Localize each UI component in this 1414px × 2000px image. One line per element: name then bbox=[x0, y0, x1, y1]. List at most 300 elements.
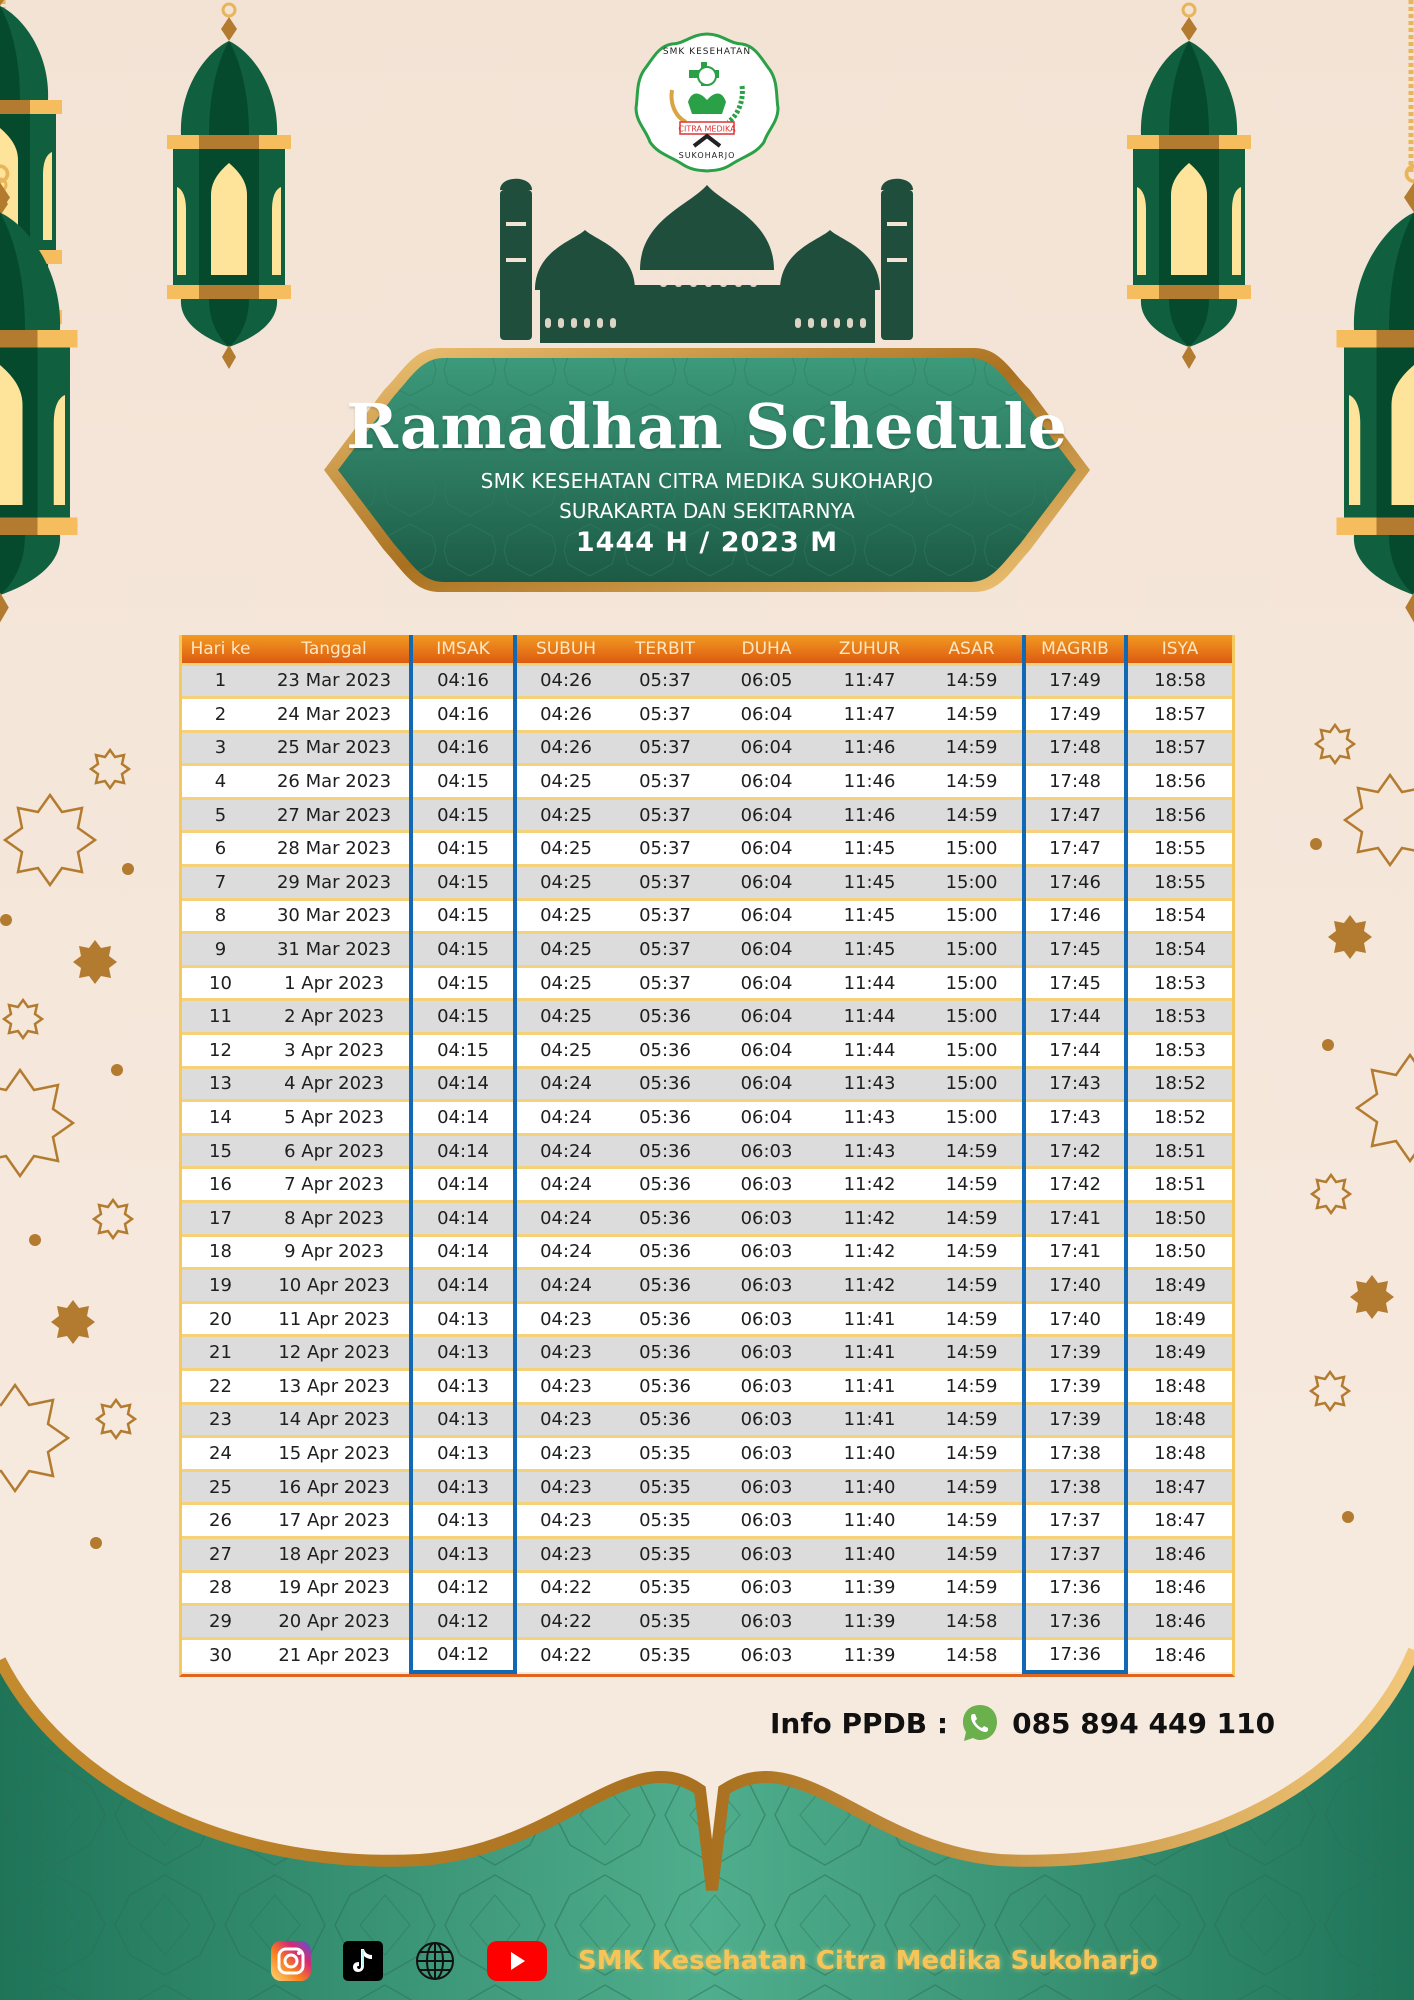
cell-zuhur: 11:42 bbox=[818, 1168, 921, 1202]
cell-asar: 14:59 bbox=[921, 1235, 1024, 1269]
cell-imsak: 04:14 bbox=[411, 1067, 515, 1101]
table-header-row bbox=[182, 635, 1232, 664]
cell-isya: 18:54 bbox=[1126, 899, 1232, 933]
cell-day: 12 bbox=[182, 1034, 259, 1068]
cell-zuhur: 11:41 bbox=[818, 1369, 921, 1403]
cell-terbit: 05:37 bbox=[615, 966, 715, 1000]
cell-zuhur: 11:45 bbox=[818, 899, 921, 933]
cell-date: 16 Apr 2023 bbox=[259, 1470, 411, 1504]
cell-isya: 18:56 bbox=[1126, 798, 1232, 832]
cell-terbit: 05:37 bbox=[615, 899, 715, 933]
col-header-asar: ASAR bbox=[921, 635, 1024, 664]
cell-date: 1 Apr 2023 bbox=[259, 966, 411, 1000]
cell-terbit: 05:36 bbox=[615, 1202, 715, 1236]
info-phone[interactable]: 085 894 449 110 bbox=[1012, 1706, 1276, 1740]
cell-day: 7 bbox=[182, 866, 259, 900]
cell-duha: 06:04 bbox=[715, 866, 818, 900]
cell-isya: 18:52 bbox=[1126, 1101, 1232, 1135]
cell-duha: 06:03 bbox=[715, 1504, 818, 1538]
cell-asar: 15:00 bbox=[921, 966, 1024, 1000]
cell-duha: 06:03 bbox=[715, 1134, 818, 1168]
cell-imsak: 04:13 bbox=[411, 1336, 515, 1370]
cell-isya: 18:46 bbox=[1126, 1605, 1232, 1639]
cell-isya: 18:49 bbox=[1126, 1302, 1232, 1336]
cell-asar: 14:59 bbox=[921, 1571, 1024, 1605]
cell-zuhur: 11:45 bbox=[818, 866, 921, 900]
cell-subuh: 04:24 bbox=[515, 1269, 615, 1303]
cell-imsak: 04:16 bbox=[411, 664, 515, 698]
table-row bbox=[182, 1437, 1232, 1471]
cell-magrib: 17:37 bbox=[1024, 1504, 1126, 1538]
cell-zuhur: 11:44 bbox=[818, 1000, 921, 1034]
cell-date: 20 Apr 2023 bbox=[259, 1605, 411, 1639]
info-label: Info PPDB : bbox=[770, 1706, 949, 1740]
cell-subuh: 04:25 bbox=[515, 933, 615, 967]
cell-asar: 14:59 bbox=[921, 1269, 1024, 1303]
cell-isya: 18:53 bbox=[1126, 1034, 1232, 1068]
cell-subuh: 04:22 bbox=[515, 1605, 615, 1639]
cell-subuh: 04:24 bbox=[515, 1101, 615, 1135]
cell-magrib: 17:36 bbox=[1024, 1605, 1126, 1639]
cell-zuhur: 11:42 bbox=[818, 1202, 921, 1236]
cell-zuhur: 11:39 bbox=[818, 1571, 921, 1605]
cell-imsak: 04:15 bbox=[411, 765, 515, 799]
svg-text:CITRA MEDIKA: CITRA MEDIKA bbox=[678, 124, 736, 134]
cell-duha: 06:04 bbox=[715, 1034, 818, 1068]
cell-duha: 06:04 bbox=[715, 1000, 818, 1034]
cell-imsak: 04:12 bbox=[411, 1605, 515, 1639]
cell-duha: 06:03 bbox=[715, 1537, 818, 1571]
cell-asar: 15:00 bbox=[921, 1067, 1024, 1101]
cell-day: 15 bbox=[182, 1134, 259, 1168]
cell-date: 25 Mar 2023 bbox=[259, 731, 411, 765]
cell-terbit: 05:36 bbox=[615, 1302, 715, 1336]
cell-date: 29 Mar 2023 bbox=[259, 866, 411, 900]
cell-duha: 06:03 bbox=[715, 1571, 818, 1605]
cell-isya: 18:46 bbox=[1126, 1571, 1232, 1605]
cell-isya: 18:51 bbox=[1126, 1134, 1232, 1168]
cell-subuh: 04:25 bbox=[515, 1000, 615, 1034]
cell-day: 16 bbox=[182, 1168, 259, 1202]
cell-imsak: 04:12 bbox=[411, 1571, 515, 1605]
cell-zuhur: 11:43 bbox=[818, 1101, 921, 1135]
cell-day: 20 bbox=[182, 1302, 259, 1336]
cell-zuhur: 11:41 bbox=[818, 1403, 921, 1437]
cell-isya: 18:49 bbox=[1126, 1336, 1232, 1370]
cell-zuhur: 11:39 bbox=[818, 1638, 921, 1672]
cell-imsak: 04:13 bbox=[411, 1504, 515, 1538]
cell-date: 8 Apr 2023 bbox=[259, 1202, 411, 1236]
cell-date: 18 Apr 2023 bbox=[259, 1537, 411, 1571]
table-row bbox=[182, 866, 1232, 900]
cell-zuhur: 11:47 bbox=[818, 698, 921, 732]
cell-imsak: 04:13 bbox=[411, 1302, 515, 1336]
cell-imsak: 04:15 bbox=[411, 966, 515, 1000]
title-banner bbox=[320, 340, 1094, 600]
cell-terbit: 05:35 bbox=[615, 1470, 715, 1504]
cell-date: 31 Mar 2023 bbox=[259, 933, 411, 967]
cell-magrib: 17:45 bbox=[1024, 966, 1126, 1000]
cell-zuhur: 11:45 bbox=[818, 933, 921, 967]
cell-day: 6 bbox=[182, 832, 259, 866]
cell-terbit: 05:36 bbox=[615, 1168, 715, 1202]
cell-imsak: 04:13 bbox=[411, 1537, 515, 1571]
cell-day: 2 bbox=[182, 698, 259, 732]
table-row bbox=[182, 1168, 1232, 1202]
cell-zuhur: 11:41 bbox=[818, 1302, 921, 1336]
col-header-zuhur: ZUHUR bbox=[818, 635, 921, 664]
cell-terbit: 05:37 bbox=[615, 933, 715, 967]
cell-asar: 14:59 bbox=[921, 1202, 1024, 1236]
cell-day: 5 bbox=[182, 798, 259, 832]
cell-asar: 14:59 bbox=[921, 798, 1024, 832]
cell-terbit: 05:35 bbox=[615, 1504, 715, 1538]
cell-asar: 15:00 bbox=[921, 866, 1024, 900]
cell-zuhur: 11:40 bbox=[818, 1470, 921, 1504]
cell-zuhur: 11:43 bbox=[818, 1134, 921, 1168]
cell-zuhur: 11:45 bbox=[818, 832, 921, 866]
cell-magrib: 17:47 bbox=[1024, 798, 1126, 832]
year-text: 1444 H / 2023 M bbox=[575, 527, 839, 558]
cell-date: 3 Apr 2023 bbox=[259, 1034, 411, 1068]
col-header-magrib: MAGRIB bbox=[1024, 635, 1126, 664]
cell-zuhur: 11:46 bbox=[818, 731, 921, 765]
school-logo bbox=[632, 30, 782, 175]
cell-asar: 15:00 bbox=[921, 1000, 1024, 1034]
cell-isya: 18:55 bbox=[1126, 866, 1232, 900]
cell-zuhur: 11:46 bbox=[818, 798, 921, 832]
cell-asar: 14:59 bbox=[921, 765, 1024, 799]
cell-date: 23 Mar 2023 bbox=[259, 664, 411, 698]
footer bbox=[270, 1940, 1158, 1982]
cell-terbit: 05:37 bbox=[615, 798, 715, 832]
cell-imsak: 04:15 bbox=[411, 832, 515, 866]
cell-isya: 18:50 bbox=[1126, 1202, 1232, 1236]
table-row bbox=[182, 1269, 1232, 1303]
cell-asar: 14:59 bbox=[921, 1302, 1024, 1336]
cell-asar: 14:59 bbox=[921, 1369, 1024, 1403]
cell-terbit: 05:36 bbox=[615, 1101, 715, 1135]
table-row bbox=[182, 1537, 1232, 1571]
cell-isya: 18:48 bbox=[1126, 1369, 1232, 1403]
table-row bbox=[182, 1638, 1232, 1672]
table-row bbox=[182, 1101, 1232, 1135]
instagram-icon[interactable] bbox=[270, 1940, 312, 1982]
cell-terbit: 05:37 bbox=[615, 664, 715, 698]
cell-subuh: 04:23 bbox=[515, 1302, 615, 1336]
cell-imsak: 04:12 bbox=[411, 1638, 515, 1672]
page-title: Ramadhan Schedule bbox=[346, 390, 1068, 463]
cell-asar: 14:59 bbox=[921, 1403, 1024, 1437]
cell-duha: 06:04 bbox=[715, 798, 818, 832]
cell-magrib: 17:38 bbox=[1024, 1470, 1126, 1504]
cell-isya: 18:48 bbox=[1126, 1403, 1232, 1437]
cell-terbit: 05:35 bbox=[615, 1605, 715, 1639]
cell-magrib: 17:39 bbox=[1024, 1336, 1126, 1370]
cell-magrib: 17:40 bbox=[1024, 1269, 1126, 1303]
table-row bbox=[182, 1034, 1232, 1068]
cell-date: 9 Apr 2023 bbox=[259, 1235, 411, 1269]
cell-zuhur: 11:44 bbox=[818, 966, 921, 1000]
cell-day: 26 bbox=[182, 1504, 259, 1538]
cell-day: 11 bbox=[182, 1000, 259, 1034]
cell-day: 10 bbox=[182, 966, 259, 1000]
cell-asar: 14:59 bbox=[921, 731, 1024, 765]
cell-asar: 14:58 bbox=[921, 1605, 1024, 1639]
cell-duha: 06:04 bbox=[715, 731, 818, 765]
cell-zuhur: 11:42 bbox=[818, 1235, 921, 1269]
cell-day: 25 bbox=[182, 1470, 259, 1504]
table-row bbox=[182, 1302, 1232, 1336]
cell-magrib: 17:42 bbox=[1024, 1134, 1126, 1168]
cell-magrib: 17:37 bbox=[1024, 1537, 1126, 1571]
cell-magrib: 17:39 bbox=[1024, 1403, 1126, 1437]
cell-subuh: 04:25 bbox=[515, 832, 615, 866]
cell-date: 11 Apr 2023 bbox=[259, 1302, 411, 1336]
cell-subuh: 04:25 bbox=[515, 1034, 615, 1068]
globe-icon[interactable] bbox=[414, 1940, 456, 1982]
cell-day: 8 bbox=[182, 899, 259, 933]
cell-day: 27 bbox=[182, 1537, 259, 1571]
cell-isya: 18:47 bbox=[1126, 1504, 1232, 1538]
cell-terbit: 05:36 bbox=[615, 1034, 715, 1068]
cell-isya: 18:50 bbox=[1126, 1235, 1232, 1269]
cell-isya: 18:51 bbox=[1126, 1168, 1232, 1202]
cell-imsak: 04:13 bbox=[411, 1470, 515, 1504]
table-row bbox=[182, 1336, 1232, 1370]
cell-terbit: 05:36 bbox=[615, 1235, 715, 1269]
col-header-isya: ISYA bbox=[1126, 635, 1232, 664]
cell-duha: 06:03 bbox=[715, 1369, 818, 1403]
cell-duha: 06:03 bbox=[715, 1235, 818, 1269]
table-row bbox=[182, 798, 1232, 832]
table-row bbox=[182, 1067, 1232, 1101]
cell-day: 9 bbox=[182, 933, 259, 967]
cell-imsak: 04:13 bbox=[411, 1437, 515, 1471]
cell-imsak: 04:14 bbox=[411, 1269, 515, 1303]
col-header-duha: DUHA bbox=[715, 635, 818, 664]
cell-day: 21 bbox=[182, 1336, 259, 1370]
cell-terbit: 05:37 bbox=[615, 731, 715, 765]
cell-imsak: 04:15 bbox=[411, 933, 515, 967]
cell-isya: 18:53 bbox=[1126, 966, 1232, 1000]
cell-terbit: 05:37 bbox=[615, 866, 715, 900]
table-row bbox=[182, 1571, 1232, 1605]
cell-magrib: 17:49 bbox=[1024, 664, 1126, 698]
cell-day: 29 bbox=[182, 1605, 259, 1639]
cell-duha: 06:03 bbox=[715, 1168, 818, 1202]
table-row bbox=[182, 966, 1232, 1000]
cell-isya: 18:54 bbox=[1126, 933, 1232, 967]
cell-imsak: 04:16 bbox=[411, 731, 515, 765]
cell-subuh: 04:23 bbox=[515, 1470, 615, 1504]
cell-day: 3 bbox=[182, 731, 259, 765]
cell-date: 10 Apr 2023 bbox=[259, 1269, 411, 1303]
cell-magrib: 17:49 bbox=[1024, 698, 1126, 732]
cell-subuh: 04:23 bbox=[515, 1369, 615, 1403]
cell-isya: 18:56 bbox=[1126, 765, 1232, 799]
table-row bbox=[182, 899, 1232, 933]
cell-magrib: 17:44 bbox=[1024, 1000, 1126, 1034]
cell-day: 19 bbox=[182, 1269, 259, 1303]
cell-date: 19 Apr 2023 bbox=[259, 1571, 411, 1605]
cell-zuhur: 11:42 bbox=[818, 1269, 921, 1303]
cell-imsak: 04:15 bbox=[411, 798, 515, 832]
cell-isya: 18:55 bbox=[1126, 832, 1232, 866]
cell-subuh: 04:26 bbox=[515, 731, 615, 765]
cell-imsak: 04:15 bbox=[411, 899, 515, 933]
cell-duha: 06:04 bbox=[715, 966, 818, 1000]
cell-asar: 15:00 bbox=[921, 1034, 1024, 1068]
cell-day: 13 bbox=[182, 1067, 259, 1101]
cell-terbit: 05:36 bbox=[615, 1336, 715, 1370]
cell-asar: 14:59 bbox=[921, 698, 1024, 732]
cell-asar: 14:59 bbox=[921, 664, 1024, 698]
cell-isya: 18:58 bbox=[1126, 664, 1232, 698]
cell-asar: 14:59 bbox=[921, 1504, 1024, 1538]
cell-terbit: 05:35 bbox=[615, 1571, 715, 1605]
cell-zuhur: 11:43 bbox=[818, 1067, 921, 1101]
cell-day: 18 bbox=[182, 1235, 259, 1269]
youtube-icon[interactable] bbox=[486, 1940, 548, 1982]
cell-duha: 06:03 bbox=[715, 1638, 818, 1672]
cell-subuh: 04:24 bbox=[515, 1235, 615, 1269]
svg-text:SUKOHARJO: SUKOHARJO bbox=[678, 151, 736, 160]
cell-terbit: 05:37 bbox=[615, 832, 715, 866]
table-row bbox=[182, 664, 1232, 698]
table-row bbox=[182, 832, 1232, 866]
school-name: SMK KESEHATAN CITRA MEDIKA SUKOHARJO bbox=[480, 469, 934, 493]
cell-magrib: 17:40 bbox=[1024, 1302, 1126, 1336]
cell-date: 12 Apr 2023 bbox=[259, 1336, 411, 1370]
cell-zuhur: 11:41 bbox=[818, 1336, 921, 1370]
table-row bbox=[182, 1000, 1232, 1034]
cell-date: 14 Apr 2023 bbox=[259, 1403, 411, 1437]
cell-duha: 06:03 bbox=[715, 1403, 818, 1437]
cell-date: 15 Apr 2023 bbox=[259, 1437, 411, 1471]
info-ppdb bbox=[770, 1703, 1275, 1743]
cell-subuh: 04:25 bbox=[515, 966, 615, 1000]
region-text: SURAKARTA DAN SEKITARNYA bbox=[559, 499, 855, 523]
cell-duha: 06:04 bbox=[715, 1067, 818, 1101]
cell-date: 2 Apr 2023 bbox=[259, 1000, 411, 1034]
cell-duha: 06:04 bbox=[715, 765, 818, 799]
cell-subuh: 04:22 bbox=[515, 1638, 615, 1672]
cell-zuhur: 11:40 bbox=[818, 1437, 921, 1471]
cell-date: 4 Apr 2023 bbox=[259, 1067, 411, 1101]
cell-date: 13 Apr 2023 bbox=[259, 1369, 411, 1403]
cell-isya: 18:57 bbox=[1126, 731, 1232, 765]
cell-magrib: 17:46 bbox=[1024, 899, 1126, 933]
cell-isya: 18:57 bbox=[1126, 698, 1232, 732]
cell-imsak: 04:14 bbox=[411, 1134, 515, 1168]
cell-imsak: 04:13 bbox=[411, 1369, 515, 1403]
cell-subuh: 04:23 bbox=[515, 1537, 615, 1571]
cell-zuhur: 11:47 bbox=[818, 664, 921, 698]
table-row bbox=[182, 1134, 1232, 1168]
cell-duha: 06:03 bbox=[715, 1336, 818, 1370]
table-row bbox=[182, 1235, 1232, 1269]
cell-asar: 14:59 bbox=[921, 1537, 1024, 1571]
svg-text:SMK KESEHATAN: SMK KESEHATAN bbox=[662, 47, 752, 57]
cell-terbit: 05:36 bbox=[615, 1403, 715, 1437]
cell-subuh: 04:23 bbox=[515, 1504, 615, 1538]
cell-isya: 18:48 bbox=[1126, 1437, 1232, 1471]
schedule-table bbox=[179, 635, 1235, 1677]
cell-duha: 06:03 bbox=[715, 1437, 818, 1471]
cell-imsak: 04:15 bbox=[411, 866, 515, 900]
cell-asar: 15:00 bbox=[921, 1101, 1024, 1135]
table-row bbox=[182, 933, 1232, 967]
cell-duha: 06:03 bbox=[715, 1269, 818, 1303]
cell-date: 26 Mar 2023 bbox=[259, 765, 411, 799]
cell-date: 6 Apr 2023 bbox=[259, 1134, 411, 1168]
cell-subuh: 04:25 bbox=[515, 899, 615, 933]
cell-magrib: 17:43 bbox=[1024, 1101, 1126, 1135]
cell-date: 30 Mar 2023 bbox=[259, 899, 411, 933]
cell-magrib: 17:46 bbox=[1024, 866, 1126, 900]
cell-magrib: 17:36 bbox=[1024, 1638, 1126, 1672]
cell-terbit: 05:37 bbox=[615, 765, 715, 799]
cell-duha: 06:03 bbox=[715, 1470, 818, 1504]
cell-duha: 06:04 bbox=[715, 899, 818, 933]
cell-asar: 15:00 bbox=[921, 933, 1024, 967]
cell-isya: 18:49 bbox=[1126, 1269, 1232, 1303]
cell-terbit: 05:36 bbox=[615, 1067, 715, 1101]
cell-zuhur: 11:40 bbox=[818, 1537, 921, 1571]
cell-imsak: 04:16 bbox=[411, 698, 515, 732]
table-row bbox=[182, 731, 1232, 765]
table-row bbox=[182, 698, 1232, 732]
cell-terbit: 05:37 bbox=[615, 698, 715, 732]
cell-day: 1 bbox=[182, 664, 259, 698]
cell-isya: 18:47 bbox=[1126, 1470, 1232, 1504]
cell-duha: 06:04 bbox=[715, 933, 818, 967]
cell-asar: 14:59 bbox=[921, 1437, 1024, 1471]
cell-asar: 15:00 bbox=[921, 899, 1024, 933]
cell-subuh: 04:23 bbox=[515, 1336, 615, 1370]
cell-subuh: 04:25 bbox=[515, 798, 615, 832]
tiktok-icon[interactable] bbox=[342, 1940, 384, 1982]
whatsapp-icon bbox=[960, 1703, 1000, 1743]
cell-day: 22 bbox=[182, 1369, 259, 1403]
cell-magrib: 17:45 bbox=[1024, 933, 1126, 967]
cell-subuh: 04:24 bbox=[515, 1168, 615, 1202]
cell-terbit: 05:35 bbox=[615, 1537, 715, 1571]
cell-subuh: 04:25 bbox=[515, 866, 615, 900]
cell-magrib: 17:39 bbox=[1024, 1369, 1126, 1403]
table-row bbox=[182, 1504, 1232, 1538]
cell-magrib: 17:48 bbox=[1024, 731, 1126, 765]
cell-zuhur: 11:40 bbox=[818, 1504, 921, 1538]
cell-date: 21 Apr 2023 bbox=[259, 1638, 411, 1672]
cell-day: 24 bbox=[182, 1437, 259, 1471]
cell-imsak: 04:15 bbox=[411, 1034, 515, 1068]
cell-duha: 06:04 bbox=[715, 832, 818, 866]
table-row bbox=[182, 1202, 1232, 1236]
cell-asar: 14:59 bbox=[921, 1470, 1024, 1504]
cell-date: 28 Mar 2023 bbox=[259, 832, 411, 866]
cell-imsak: 04:14 bbox=[411, 1202, 515, 1236]
cell-day: 17 bbox=[182, 1202, 259, 1236]
cell-day: 28 bbox=[182, 1571, 259, 1605]
table-row bbox=[182, 1403, 1232, 1437]
table-row bbox=[182, 1369, 1232, 1403]
cell-magrib: 17:43 bbox=[1024, 1067, 1126, 1101]
cell-duha: 06:03 bbox=[715, 1202, 818, 1236]
cell-isya: 18:46 bbox=[1126, 1537, 1232, 1571]
cell-magrib: 17:38 bbox=[1024, 1437, 1126, 1471]
